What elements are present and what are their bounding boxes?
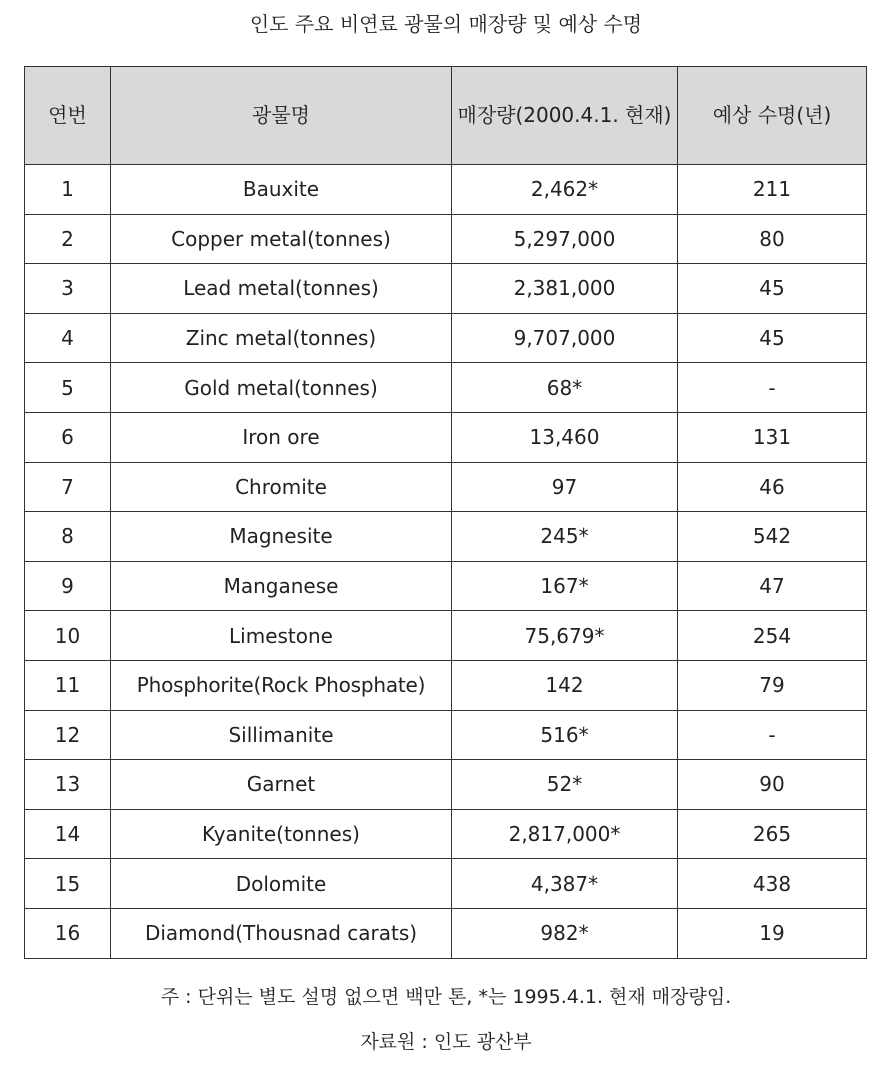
cell-mineral: Limestone (111, 611, 452, 661)
header-no: 연번 (25, 67, 111, 165)
cell-no: 14 (25, 809, 111, 859)
header-reserve: 매장량(2000.4.1. 현재) (452, 67, 678, 165)
cell-mineral: Gold metal(tonnes) (111, 363, 452, 413)
table-row (25, 165, 867, 215)
cell-no: 2 (25, 214, 111, 264)
footnote: 주 : 단위는 별도 설명 없으면 백만 톤, *는 1995.4.1. 현재 매장량임. (160, 986, 732, 1008)
cell-no: 13 (25, 760, 111, 810)
cell-life: 80 (678, 214, 867, 264)
table-header-row (25, 67, 867, 165)
cell-no: 9 (25, 561, 111, 611)
cell-mineral: Magnesite (111, 512, 452, 562)
cell-reserve: 4,387* (452, 859, 678, 909)
cell-reserve: 68* (452, 363, 678, 413)
cell-no: 10 (25, 611, 111, 661)
cell-life: - (678, 710, 867, 760)
cell-mineral: Copper metal(tonnes) (111, 214, 452, 264)
cell-no: 1 (25, 165, 111, 215)
cell-reserve: 9,707,000 (452, 313, 678, 363)
table-row (25, 412, 867, 462)
cell-life: 45 (678, 264, 867, 314)
cell-life: 90 (678, 760, 867, 810)
cell-no: 7 (25, 462, 111, 512)
cell-mineral: Phosphorite(Rock Phosphate) (111, 660, 452, 710)
cell-reserve: 245* (452, 512, 678, 562)
cell-life: - (678, 363, 867, 413)
table-row (25, 363, 867, 413)
cell-no: 5 (25, 363, 111, 413)
table-row (25, 760, 867, 810)
table-row (25, 214, 867, 264)
page-title: 인도 주요 비연료 광물의 매장량 및 예상 수명 (249, 12, 643, 36)
table-row (25, 859, 867, 909)
header-life: 예상 수명(년) (678, 67, 867, 165)
cell-reserve: 167* (452, 561, 678, 611)
table-row (25, 809, 867, 859)
table-row (25, 660, 867, 710)
cell-no: 11 (25, 660, 111, 710)
table-row (25, 611, 867, 661)
cell-life: 79 (678, 660, 867, 710)
cell-life: 131 (678, 412, 867, 462)
table-row (25, 908, 867, 958)
table-row (25, 264, 867, 314)
cell-no: 4 (25, 313, 111, 363)
cell-no: 3 (25, 264, 111, 314)
cell-reserve: 75,679* (452, 611, 678, 661)
cell-mineral: Zinc metal(tonnes) (111, 313, 452, 363)
cell-no: 16 (25, 908, 111, 958)
cell-reserve: 5,297,000 (452, 214, 678, 264)
minerals-table (24, 66, 867, 959)
cell-reserve: 2,462* (452, 165, 678, 215)
cell-life: 45 (678, 313, 867, 363)
cell-mineral: Garnet (111, 760, 452, 810)
table-row (25, 710, 867, 760)
cell-reserve: 516* (452, 710, 678, 760)
cell-reserve: 982* (452, 908, 678, 958)
cell-life: 46 (678, 462, 867, 512)
cell-life: 542 (678, 512, 867, 562)
table-row (25, 313, 867, 363)
cell-mineral: Lead metal(tonnes) (111, 264, 452, 314)
cell-mineral: Manganese (111, 561, 452, 611)
cell-life: 438 (678, 859, 867, 909)
cell-life: 265 (678, 809, 867, 859)
cell-no: 8 (25, 512, 111, 562)
cell-mineral: Diamond(Thousnad carats) (111, 908, 452, 958)
cell-reserve: 52* (452, 760, 678, 810)
cell-mineral: Kyanite(tonnes) (111, 809, 452, 859)
cell-mineral: Bauxite (111, 165, 452, 215)
table-row (25, 462, 867, 512)
cell-life: 254 (678, 611, 867, 661)
cell-no: 15 (25, 859, 111, 909)
table-row (25, 561, 867, 611)
cell-mineral: Iron ore (111, 412, 452, 462)
cell-life: 47 (678, 561, 867, 611)
table-row (25, 512, 867, 562)
header-mineral: 광물명 (111, 67, 452, 165)
cell-life: 211 (678, 165, 867, 215)
cell-mineral: Sillimanite (111, 710, 452, 760)
cell-life: 19 (678, 908, 867, 958)
cell-no: 6 (25, 412, 111, 462)
cell-reserve: 2,381,000 (452, 264, 678, 314)
source-line: 자료원 : 인도 광산부 (360, 1031, 532, 1053)
cell-mineral: Dolomite (111, 859, 452, 909)
cell-no: 12 (25, 710, 111, 760)
cell-mineral: Chromite (111, 462, 452, 512)
cell-reserve: 97 (452, 462, 678, 512)
cell-reserve: 2,817,000* (452, 809, 678, 859)
cell-reserve: 13,460 (452, 412, 678, 462)
cell-reserve: 142 (452, 660, 678, 710)
